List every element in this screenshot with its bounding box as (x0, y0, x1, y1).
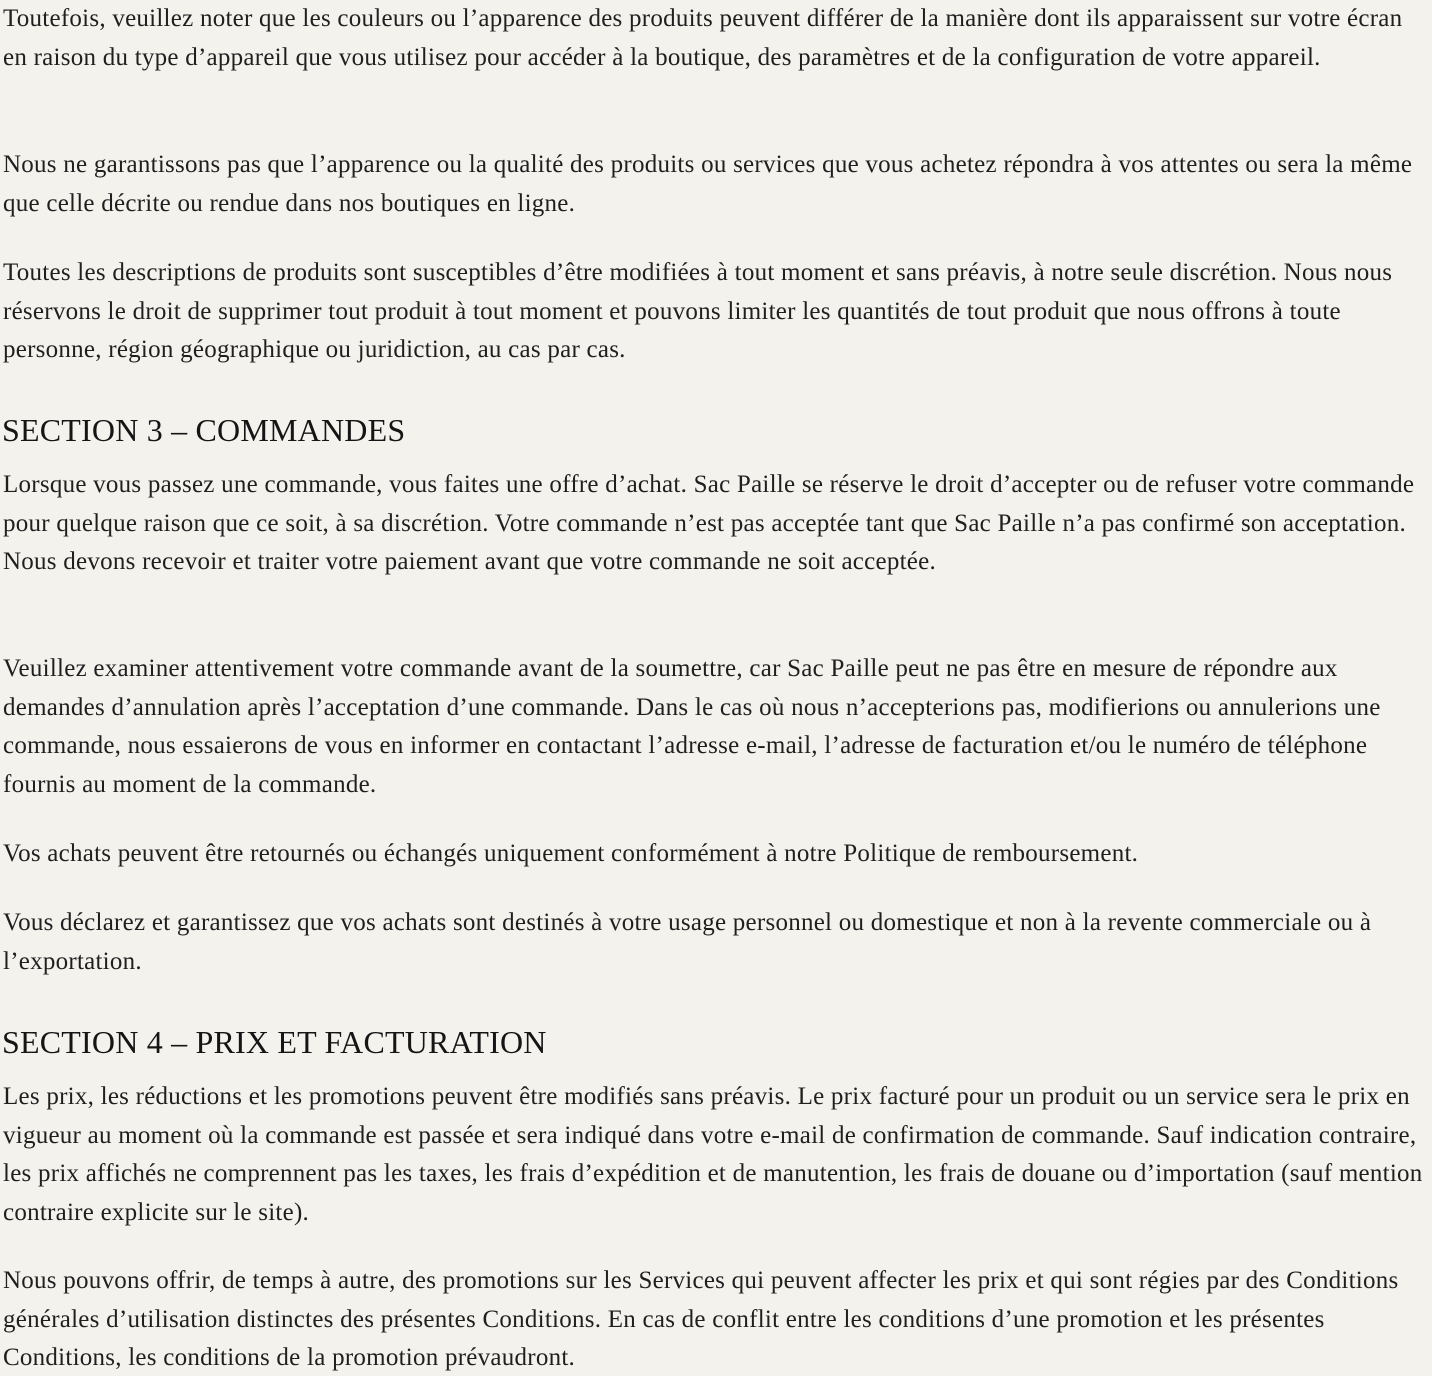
section-4-heading: SECTION 4 – PRIX ET FACTURATION (2, 1024, 547, 1060)
paragraph-promotions: Nous pouvons offrir, de temps à autre, des promotions sur les Services qui peuvent affecter les prix et qui sont régies par des Conditions générales d’utilisation distinctes des présentes Conditions. En cas de conflit entre les conditions d’une promotion et les présentes Conditions, les conditions de la promotion prévaudront. (3, 1267, 1399, 1371)
paragraph-product-appearance: Toutefois, veuillez noter que les couleurs ou l’apparence des produits peuvent différer de la manière dont ils apparaissent sur votre écran en raison du type d’appareil que vous utilisez pour accéder à la boutique, des paramètres et de la configuration de votre appareil. (3, 5, 1403, 71)
paragraph-order-offer: Lorsque vous passez une commande, vous faites une offre d’achat. Sac Paille se réserve le droit d’accepter ou de refuser votre commande pour quelque raison que ce soit, à sa discrétion. Votre commande n’est pas acceptée tant que Sac Paille n’a pas confirmé son acceptation. Nous devons recevoir et traiter votre paiement avant que votre commande ne soit acceptée. (3, 471, 1415, 575)
paragraph-product-descriptions: Toutes les descriptions de produits sont susceptibles d’être modifiées à tout moment et sans préavis, à notre seule discrétion. Nous nous réservons le droit de supprimer tout produit à tout moment et pouvons limiter les quantités de tout produit que nous offrons à toute personne, région géographique ou juridiction, au cas par cas. (3, 259, 1393, 363)
paragraph-pricing: Les prix, les réductions et les promotions peuvent être modifiés sans préavis. Le prix facturé pour un produit ou un service sera le prix en vigueur au moment où la commande est passée et sera indiqué dans votre e-mail de confirmation de commande. Sauf indication contraire, les prix affichés ne comprennent pas les taxes, les frais d’expédition et de manutention, les frais de douane ou d’importation (sauf mention contraire explicite sur le site). (3, 1083, 1423, 1226)
paragraph-personal-use: Vous déclarez et garantissez que vos achats sont destinés à votre usage personnel ou domestique et non à la revente commerciale ou à l’exportation. (3, 909, 1372, 975)
section-3-heading: SECTION 3 – COMMANDES (2, 412, 406, 448)
paragraph-no-guarantee: Nous ne garantissons pas que l’apparence ou la qualité des produits ou services que vous achetez répondra à vos attentes ou sera la même que celle décrite ou rendue dans nos boutiques en ligne. (3, 151, 1413, 217)
paragraph-order-review: Veuillez examiner attentivement votre commande avant de la soumettre, car Sac Paille peut ne pas être en mesure de répondre aux demandes d’annulation après l’acceptation d’une commande. Dans le cas où nous n’accepterions pas, modifierions ou annulerions une commande, nous essaierons de vous en informer en contactant l’adresse e-mail, l’adresse de facturation et/ou le numéro de téléphone fournis au moment de la commande. (3, 655, 1381, 798)
paragraph-returns: Vos achats peuvent être retournés ou échangés uniquement conformément à notre Politique de remboursement. (3, 840, 1139, 867)
